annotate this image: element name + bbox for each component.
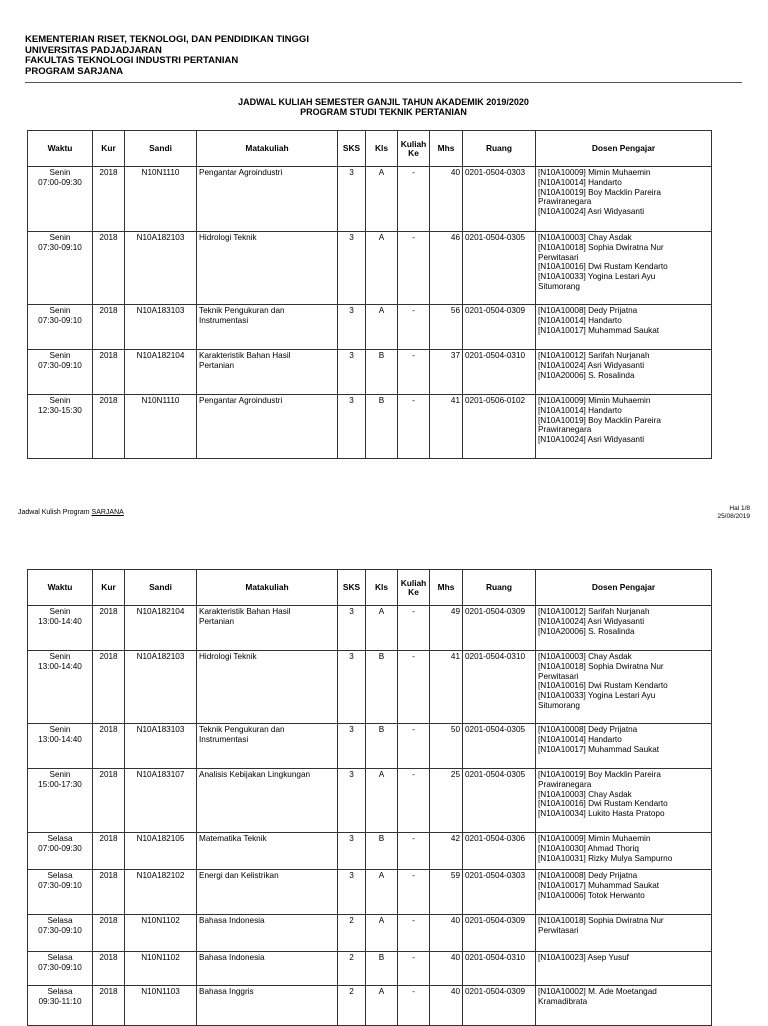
cell-sandi: N10A182104 (125, 350, 197, 395)
course-name-line: Teknik Pengukuran dan (199, 306, 285, 315)
course-name-line: Hidrologi Teknik (199, 652, 257, 661)
day-text: Senin (49, 770, 71, 779)
cell-kuliah-ke: - (398, 606, 430, 651)
cell-matakuliah (197, 769, 338, 833)
cell-sandi: N10N1102 (125, 952, 197, 986)
cell-kls: A (366, 870, 398, 915)
cell-dosen (536, 305, 712, 350)
cell-mhs: 40 (430, 167, 463, 232)
lecturer-line: Perwitasari (538, 252, 579, 262)
course-name-line: Hidrologi Teknik (199, 233, 257, 242)
lecturer-line: [N10A10016] Dwi Rustam Kendarto (538, 799, 668, 809)
cell-sandi: N10A183107 (125, 769, 197, 833)
time-text: 12:30-15:30 (38, 405, 82, 415)
time-text: 13:00-14:40 (38, 661, 82, 671)
cell-kuliah-ke: - (398, 395, 430, 459)
cell-mhs: 41 (430, 651, 463, 724)
column-header: Sandi (125, 570, 197, 606)
time-text: 07:30-09:10 (38, 962, 82, 972)
cell-kls: A (366, 167, 398, 232)
lecturer-line: [N10A10008] Dedy Prijatna (538, 306, 638, 315)
day-text: Senin (49, 306, 71, 315)
column-header: Matakuliah (197, 131, 338, 167)
column-header: Sandi (125, 131, 197, 167)
column-header: Ruang (463, 570, 536, 606)
column-header: Kuliah Ke (398, 570, 430, 606)
cell-sks: 3 (338, 606, 366, 651)
lecturer-line: [N10A10019] Boy Macklin Pareira (538, 770, 661, 779)
program-line: PROGRAM SARJANA (25, 65, 124, 77)
course-name-line: Bahasa Indonesia (199, 953, 265, 962)
cell-kuliah-ke: - (398, 915, 430, 952)
cell-mhs: 42 (430, 833, 463, 870)
cell-sandi: N10A182103 (125, 651, 197, 724)
cell-ruang: 0201-0504-0309 (463, 915, 536, 952)
table-row (28, 651, 712, 724)
cell-mhs: 50 (430, 724, 463, 769)
lecturer-line: [N10A10006] Totok Herwanto (538, 890, 645, 900)
cell-waktu (28, 167, 93, 232)
cell-sandi: N10N1110 (125, 395, 197, 459)
cell-dosen (536, 724, 712, 769)
lecturer-line: [N10A10003] Chay Asdak (538, 233, 632, 242)
lecturer-line: [N10A10017] Muhammad Saukat (538, 744, 660, 754)
course-name-line: Instrumentasi (199, 315, 249, 325)
cell-waktu (28, 833, 93, 870)
document-title (25, 97, 742, 117)
cell-kuliah-ke: - (398, 350, 430, 395)
cell-kuliah-ke: - (398, 651, 430, 724)
table-row (28, 986, 712, 1026)
cell-kls: B (366, 395, 398, 459)
header-row (28, 570, 712, 606)
cell-ruang: 0201-0504-0310 (463, 952, 536, 986)
cell-dosen (536, 833, 712, 870)
faculty-line: FAKULTAS TEKNOLOGI INDUSTRI PERTANIAN (25, 55, 239, 66)
lecturer-line: [N10A20006] S. Rosalinda (538, 370, 635, 380)
cell-sks: 3 (338, 833, 366, 870)
cell-matakuliah (197, 952, 338, 986)
cell-kuliah-ke: - (398, 870, 430, 915)
cell-matakuliah (197, 833, 338, 870)
header-divider (25, 82, 742, 83)
column-header: SKS (338, 570, 366, 606)
cell-sandi: N10A182105 (125, 833, 197, 870)
cell-kur: 2018 (93, 232, 125, 305)
cell-mhs: 41 (430, 395, 463, 459)
cell-sandi: N10A182104 (125, 606, 197, 651)
cell-matakuliah (197, 232, 338, 305)
cell-sks: 3 (338, 769, 366, 833)
lecturer-line: [N10A10014] Handarto (538, 177, 622, 187)
cell-dosen (536, 395, 712, 459)
lecturer-line: [N10A10003] Chay Asdak (538, 652, 632, 661)
column-header: Ruang (463, 131, 536, 167)
time-text: 13:00-14:40 (38, 616, 82, 626)
cell-dosen (536, 350, 712, 395)
cell-kuliah-ke: - (398, 305, 430, 350)
cell-mhs: 49 (430, 606, 463, 651)
cell-ruang: 0201-0504-0309 (463, 986, 536, 1026)
table-row (28, 769, 712, 833)
header-row (28, 131, 712, 167)
cell-sks: 3 (338, 724, 366, 769)
cell-kls: A (366, 769, 398, 833)
time-text: 07:30-09:10 (38, 242, 82, 252)
cell-mhs: 40 (430, 952, 463, 986)
cell-ruang: 0201-0504-0305 (463, 769, 536, 833)
lecturer-line: [N10A10012] Sarifah Nurjanah (538, 351, 650, 360)
table-row (28, 395, 712, 459)
cell-waktu (28, 724, 93, 769)
day-text: Selasa (47, 871, 73, 880)
page-number: Hal 1/8 (729, 505, 750, 512)
lecturer-line: [N10A10019] Boy Macklin Pareira (538, 415, 661, 425)
lecturer-line: [N10A10003] Chay Asdak (538, 789, 632, 799)
cell-dosen (536, 232, 712, 305)
course-name-line: Karakteristik Bahan Hasil (199, 607, 291, 616)
cell-kls: A (366, 606, 398, 651)
lecturer-line: [N10A10018] Sophia Dwiratna Nur (538, 661, 664, 671)
cell-waktu (28, 952, 93, 986)
cell-dosen (536, 769, 712, 833)
cell-sks: 3 (338, 651, 366, 724)
cell-kur: 2018 (93, 915, 125, 952)
day-text: Senin (49, 233, 71, 242)
lecturer-line: [N10A10009] Mimin Muhaemin (538, 834, 651, 843)
cell-ruang: 0201-0504-0303 (463, 167, 536, 232)
footer-program-link[interactable]: SARJANA (91, 509, 124, 516)
cell-kls: A (366, 232, 398, 305)
cell-matakuliah (197, 305, 338, 350)
cell-sks: 3 (338, 232, 366, 305)
cell-kls: B (366, 350, 398, 395)
cell-kls: A (366, 305, 398, 350)
day-text: Senin (49, 725, 71, 734)
cell-mhs: 56 (430, 305, 463, 350)
lecturer-line: [N10A10002] M. Ade Moetangad (538, 987, 657, 996)
cell-matakuliah (197, 915, 338, 952)
cell-ruang: 0201-0504-0303 (463, 870, 536, 915)
cell-waktu (28, 606, 93, 651)
lecturer-line: [N10A10014] Handarto (538, 315, 622, 325)
column-header: Kls (366, 570, 398, 606)
university-line: UNIVERSITAS PADJADJARAN (25, 44, 162, 56)
cell-ruang: 0201-0504-0305 (463, 724, 536, 769)
lecturer-line: [N10A10016] Dwi Rustam Kendarto (538, 681, 668, 691)
cell-matakuliah (197, 395, 338, 459)
lecturer-line: [N10A10033] Yogina Lestari Ayu (538, 691, 656, 701)
course-name-line: Pertanian (199, 360, 235, 370)
cell-matakuliah (197, 350, 338, 395)
day-text: Senin (49, 396, 71, 405)
cell-kls: B (366, 724, 398, 769)
lecturer-line: [N10A10033] Yogina Lestari Ayu (538, 272, 656, 282)
course-name-line: Karakteristik Bahan Hasil (199, 351, 291, 360)
table-body (28, 606, 712, 1026)
lecturer-line: Prawiranegara (538, 425, 592, 435)
title-line-1: JADWAL KULIAH SEMESTER GANJIL TAHUN AKADEMIK 2019/2020 (238, 97, 529, 107)
cell-waktu (28, 350, 93, 395)
lecturer-line: [N10A10018] Sophia Dwiratna Nur (538, 242, 664, 252)
cell-matakuliah (197, 724, 338, 769)
day-text: Senin (49, 168, 71, 177)
column-header: Dosen Pengajar (536, 131, 712, 167)
cell-dosen (536, 986, 712, 1026)
course-name-line: Bahasa Indonesia (199, 916, 265, 925)
lecturer-line: Kramadibrata (538, 996, 588, 1006)
cell-dosen (536, 952, 712, 986)
lecturer-line: [N10A10014] Handarto (538, 405, 622, 415)
footer-page-info (717, 505, 750, 521)
lecturer-line: [N10A10014] Handarto (538, 734, 622, 744)
column-header: Kuliah Ke (398, 131, 430, 167)
cell-ruang: 0201-0504-0309 (463, 606, 536, 651)
cell-sandi: N10A183103 (125, 724, 197, 769)
cell-kuliah-ke: - (398, 952, 430, 986)
cell-sks: 3 (338, 395, 366, 459)
cell-kuliah-ke: - (398, 833, 430, 870)
column-header: Waktu (28, 570, 93, 606)
cell-kur: 2018 (93, 870, 125, 915)
cell-kuliah-ke: - (398, 769, 430, 833)
time-text: 07:30-09:10 (38, 880, 82, 890)
column-header: Mhs (430, 131, 463, 167)
table-body (28, 167, 712, 459)
cell-kls: B (366, 651, 398, 724)
lecturer-line: [N10A10008] Dedy Prijatna (538, 725, 638, 734)
lecturer-line: Prawiranegara (538, 779, 592, 789)
cell-mhs: 59 (430, 870, 463, 915)
lecturer-line: [N10A10018] Sophia Dwiratna Nur (538, 916, 664, 925)
cell-kur: 2018 (93, 952, 125, 986)
cell-sandi: N10A183103 (125, 305, 197, 350)
schedule-table-page-2 (27, 569, 712, 1026)
cell-kur: 2018 (93, 395, 125, 459)
cell-kuliah-ke: - (398, 167, 430, 232)
cell-dosen (536, 606, 712, 651)
cell-sks: 3 (338, 167, 366, 232)
column-header: Waktu (28, 131, 93, 167)
cell-kur: 2018 (93, 350, 125, 395)
lecturer-line: [N10A10024] Asri Widyasanti (538, 616, 645, 626)
cell-dosen (536, 915, 712, 952)
cell-sks: 2 (338, 986, 366, 1026)
column-header: Kur (93, 570, 125, 606)
day-text: Selasa (47, 916, 73, 925)
lecturer-line: [N10A10017] Muhammad Saukat (538, 880, 660, 890)
course-name-line: Analisis Kebijakan Lingkungan (199, 770, 311, 779)
table-row (28, 606, 712, 651)
course-name-line: Bahasa Inggris (199, 987, 254, 996)
time-text: 13:00-14:40 (38, 734, 82, 744)
lecturer-line: Situmorang (538, 281, 580, 291)
cell-kur: 2018 (93, 986, 125, 1026)
cell-waktu (28, 769, 93, 833)
cell-matakuliah (197, 870, 338, 915)
cell-matakuliah (197, 651, 338, 724)
cell-mhs: 40 (430, 986, 463, 1026)
table-row (28, 833, 712, 870)
cell-kls: B (366, 833, 398, 870)
lecturer-line: [N10A10008] Dedy Prijatna (538, 871, 638, 880)
lecturer-line: [N10A10016] Dwi Rustam Kendarto (538, 262, 668, 272)
cell-matakuliah (197, 606, 338, 651)
cell-dosen (536, 870, 712, 915)
time-text: 07:30-09:10 (38, 925, 82, 935)
cell-kur: 2018 (93, 651, 125, 724)
time-text: 07:00-09:30 (38, 843, 82, 853)
lecturer-line: Prawiranegara (538, 197, 592, 207)
table-row (28, 724, 712, 769)
institution-header (25, 35, 309, 77)
cell-mhs: 46 (430, 232, 463, 305)
course-name-line: Instrumentasi (199, 734, 249, 744)
cell-mhs: 40 (430, 915, 463, 952)
lecturer-line: [N10A10034] Lukito Hasta Pratopo (538, 809, 665, 819)
table-row (28, 915, 712, 952)
lecturer-line: [N10A10023] Asep Yusuf (538, 953, 629, 962)
ministry-line: KEMENTERIAN RISET, TEKNOLOGI, DAN PENDIDIKAN TINGGI (25, 34, 309, 45)
lecturer-line: Perwitasari (538, 671, 579, 681)
table-row (28, 167, 712, 232)
cell-kuliah-ke: - (398, 232, 430, 305)
footer-prefix: Jadwal Kulish Program (18, 509, 92, 516)
cell-kur: 2018 (93, 724, 125, 769)
day-text: Selasa (47, 987, 73, 996)
cell-kur: 2018 (93, 833, 125, 870)
cell-kuliah-ke: - (398, 724, 430, 769)
table-row (28, 350, 712, 395)
cell-sks: 3 (338, 350, 366, 395)
course-name-line: Pengantar Agroindustri (199, 168, 283, 177)
time-text: 09:30-11:10 (38, 996, 82, 1006)
cell-ruang: 0201-0504-0309 (463, 305, 536, 350)
schedule-table-page-1 (27, 130, 712, 459)
cell-kur: 2018 (93, 305, 125, 350)
lecturer-line: [N10A10012] Sarifah Nurjanah (538, 607, 650, 616)
day-text: Senin (49, 652, 71, 661)
cell-waktu (28, 232, 93, 305)
cell-matakuliah (197, 167, 338, 232)
day-text: Senin (49, 351, 71, 360)
cell-kls: B (366, 952, 398, 986)
cell-kls: A (366, 915, 398, 952)
column-header: Kur (93, 131, 125, 167)
course-name-line: Teknik Pengukuran dan (199, 725, 285, 734)
cell-waktu (28, 305, 93, 350)
cell-kuliah-ke: - (398, 986, 430, 1026)
cell-waktu (28, 395, 93, 459)
lecturer-line: [N10A10019] Boy Macklin Pareira (538, 187, 661, 197)
lecturer-line: Situmorang (538, 700, 580, 710)
cell-ruang: 0201-0504-0305 (463, 232, 536, 305)
cell-dosen (536, 651, 712, 724)
day-text: Senin (49, 607, 71, 616)
table-row (28, 305, 712, 350)
time-text: 15:00-17:30 (38, 779, 82, 789)
cell-sandi: N10A182102 (125, 870, 197, 915)
lecturer-line: [N10A10009] Mimin Muhaemin (538, 396, 651, 405)
footer-label (18, 509, 124, 516)
cell-sandi: N10N1103 (125, 986, 197, 1026)
lecturer-line: [N10A10030] Ahmad Thoriq (538, 843, 639, 853)
cell-ruang: 0201-0504-0306 (463, 833, 536, 870)
cell-waktu (28, 870, 93, 915)
time-text: 07:00-09:30 (38, 177, 82, 187)
cell-matakuliah (197, 986, 338, 1026)
cell-kls: A (366, 986, 398, 1026)
cell-kur: 2018 (93, 167, 125, 232)
cell-ruang: 0201-0504-0310 (463, 651, 536, 724)
cell-waktu (28, 915, 93, 952)
cell-sks: 3 (338, 870, 366, 915)
table-header (28, 570, 712, 606)
course-name-line: Pertanian (199, 616, 235, 626)
cell-waktu (28, 986, 93, 1026)
lecturer-line: [N10A10024] Asri Widyasanti (538, 207, 645, 217)
lecturer-line: [N10A10009] Mimin Muhaemin (538, 168, 651, 177)
cell-waktu (28, 651, 93, 724)
table-row (28, 232, 712, 305)
lecturer-line: [N10A20006] S. Rosalinda (538, 626, 635, 636)
cell-sandi: N10A182103 (125, 232, 197, 305)
cell-dosen (536, 167, 712, 232)
course-name-line: Matematika Teknik (199, 834, 267, 843)
title-line-2: PROGRAM STUDI TEKNIK PERTANIAN (300, 107, 467, 117)
cell-mhs: 37 (430, 350, 463, 395)
time-text: 07:30-09:10 (38, 360, 82, 370)
cell-kur: 2018 (93, 606, 125, 651)
day-text: Selasa (47, 953, 73, 962)
table-row (28, 870, 712, 915)
column-header: Mhs (430, 570, 463, 606)
lecturer-line: [N10A10024] Asri Widyasanti (538, 360, 645, 370)
cell-mhs: 25 (430, 769, 463, 833)
cell-kur: 2018 (93, 769, 125, 833)
cell-sandi: N10N1102 (125, 915, 197, 952)
lecturer-line: [N10A10017] Muhammad Saukat (538, 325, 660, 335)
lecturer-line: Perwitasari (538, 925, 579, 935)
course-name-line: Energi dan Kelistrikan (199, 871, 279, 880)
course-name-line: Pengantar Agroindustri (199, 396, 283, 405)
lecturer-line: [N10A10024] Asri Widyasanti (538, 435, 645, 445)
day-text: Selasa (47, 834, 73, 843)
cell-sks: 3 (338, 305, 366, 350)
cell-sandi: N10N1110 (125, 167, 197, 232)
time-text: 07:30-09:10 (38, 315, 82, 325)
cell-sks: 2 (338, 952, 366, 986)
cell-sks: 2 (338, 915, 366, 952)
column-header: SKS (338, 131, 366, 167)
column-header: Kls (366, 131, 398, 167)
column-header: Matakuliah (197, 570, 338, 606)
print-date: 25/08/2019 (717, 513, 750, 520)
table-row (28, 952, 712, 986)
column-header: Dosen Pengajar (536, 570, 712, 606)
table-header (28, 131, 712, 167)
cell-ruang: 0201-0504-0310 (463, 350, 536, 395)
lecturer-line: [N10A10031] Rizky Mulya Sampurno (538, 853, 673, 863)
cell-ruang: 0201-0506-0102 (463, 395, 536, 459)
